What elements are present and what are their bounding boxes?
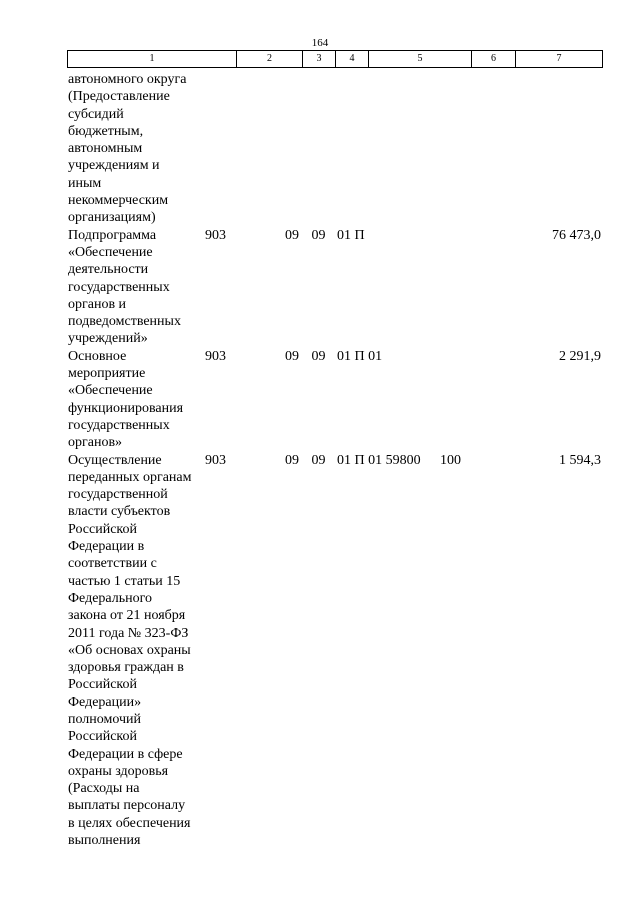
description-line: органов и xyxy=(68,296,127,312)
description-line: власти субъектов xyxy=(68,504,171,520)
description-line: подведомственных xyxy=(68,314,181,330)
description-line: учреждений» xyxy=(68,331,148,347)
row-subsection-code: 09 xyxy=(311,227,326,243)
description-line: здоровья граждан в xyxy=(68,660,184,676)
column-header-5: 5 xyxy=(369,51,472,68)
description-line: Подпрограмма xyxy=(68,227,157,243)
description-line: «Обеспечение xyxy=(68,383,153,399)
description-line: частью 1 статьи 15 xyxy=(68,573,181,589)
description-line: функционирования xyxy=(68,400,184,416)
column-header-4: 4 xyxy=(336,51,369,68)
description-line: мероприятие xyxy=(68,366,146,382)
description-line: органов» xyxy=(68,435,123,451)
description-line: субсидий xyxy=(68,106,124,122)
description-line: Российской xyxy=(68,729,137,745)
description-line: Федерации в сфере xyxy=(68,746,183,762)
row-admin-code: 903 xyxy=(205,227,226,243)
row-amount: 2 291,9 xyxy=(559,348,601,364)
row-expense-type xyxy=(438,71,482,227)
description-line: деятельности xyxy=(68,262,149,278)
description-line: переданных органам xyxy=(68,469,192,485)
description-line: государственных xyxy=(68,279,170,295)
description-line: 2011 года № 323-ФЗ xyxy=(68,625,189,641)
description-line: выполнения xyxy=(68,833,141,849)
description-line: Российской xyxy=(68,677,137,693)
column-header-3: 3 xyxy=(303,51,336,68)
description-line: некоммерческим xyxy=(68,193,169,209)
row-admin-code: 903 xyxy=(205,348,226,364)
table-row xyxy=(67,348,602,452)
description-line: Российской xyxy=(68,521,137,537)
row-description xyxy=(67,71,203,227)
description-line: выплаты персоналу xyxy=(68,798,186,814)
description-line: государственной xyxy=(68,487,168,503)
column-header-table xyxy=(67,50,603,68)
table-row xyxy=(67,71,602,227)
description-line: государственных xyxy=(68,417,170,433)
description-line: автономного округа xyxy=(68,72,187,87)
description-line: Федерации в xyxy=(68,539,145,555)
row-subsection-code xyxy=(302,71,335,227)
row-description xyxy=(67,348,203,452)
description-line: охраны здоровья xyxy=(68,763,169,779)
description-line: организациям) xyxy=(68,210,156,226)
row-section-code xyxy=(269,71,302,227)
row-section-code: 09 xyxy=(285,227,299,243)
description-line: в целях обеспечения xyxy=(68,815,191,831)
row-expense-type xyxy=(438,348,482,452)
row-target-article: 01 П xyxy=(337,227,365,243)
description-line: (Предоставление xyxy=(68,89,170,105)
description-line: закона от 21 ноября xyxy=(68,608,186,624)
row-section-code: 09 xyxy=(285,452,299,468)
row-target-article xyxy=(335,71,438,227)
budget-table xyxy=(67,71,602,849)
row-description xyxy=(67,452,203,850)
description-line: «Обеспечение xyxy=(68,244,153,260)
row-description xyxy=(67,227,203,348)
row-admin-code: 903 xyxy=(205,452,226,468)
description-line: полномочий xyxy=(68,711,142,727)
table-row xyxy=(67,452,602,850)
row-subsection-code: 09 xyxy=(311,348,326,364)
column-header-6: 6 xyxy=(472,51,516,68)
description-line: (Расходы на xyxy=(68,781,140,797)
description-line: учреждениям и xyxy=(68,158,160,174)
page-number: 164 xyxy=(311,37,329,49)
row-target-article: 01 П 01 59800 xyxy=(337,452,421,468)
description-line: Основное xyxy=(68,348,127,364)
row-amount: 1 594,3 xyxy=(559,452,601,468)
description-line: Федерации» xyxy=(68,694,142,710)
row-subsection-code: 09 xyxy=(311,452,326,468)
description-line: соответствии с xyxy=(68,556,157,572)
column-header-7: 7 xyxy=(516,51,603,68)
description-line: Осуществление xyxy=(68,452,162,468)
description-line: «Об основах охраны xyxy=(68,642,191,658)
column-header-1: 1 xyxy=(68,51,237,68)
row-expense-type: 100 xyxy=(440,452,461,468)
row-section-code: 09 xyxy=(285,348,299,364)
row-expense-type xyxy=(438,227,482,348)
description-line: бюджетным, xyxy=(68,123,144,139)
row-target-article: 01 П 01 xyxy=(337,348,383,364)
description-line: автономным xyxy=(68,141,143,157)
column-header-2: 2 xyxy=(237,51,303,68)
row-admin-code xyxy=(203,71,269,227)
description-line: иным xyxy=(68,175,102,191)
table-row xyxy=(67,227,602,348)
row-amount xyxy=(482,71,602,227)
description-line: Федерального xyxy=(68,590,153,606)
column-header-row xyxy=(68,51,603,68)
row-amount: 76 473,0 xyxy=(552,227,601,243)
